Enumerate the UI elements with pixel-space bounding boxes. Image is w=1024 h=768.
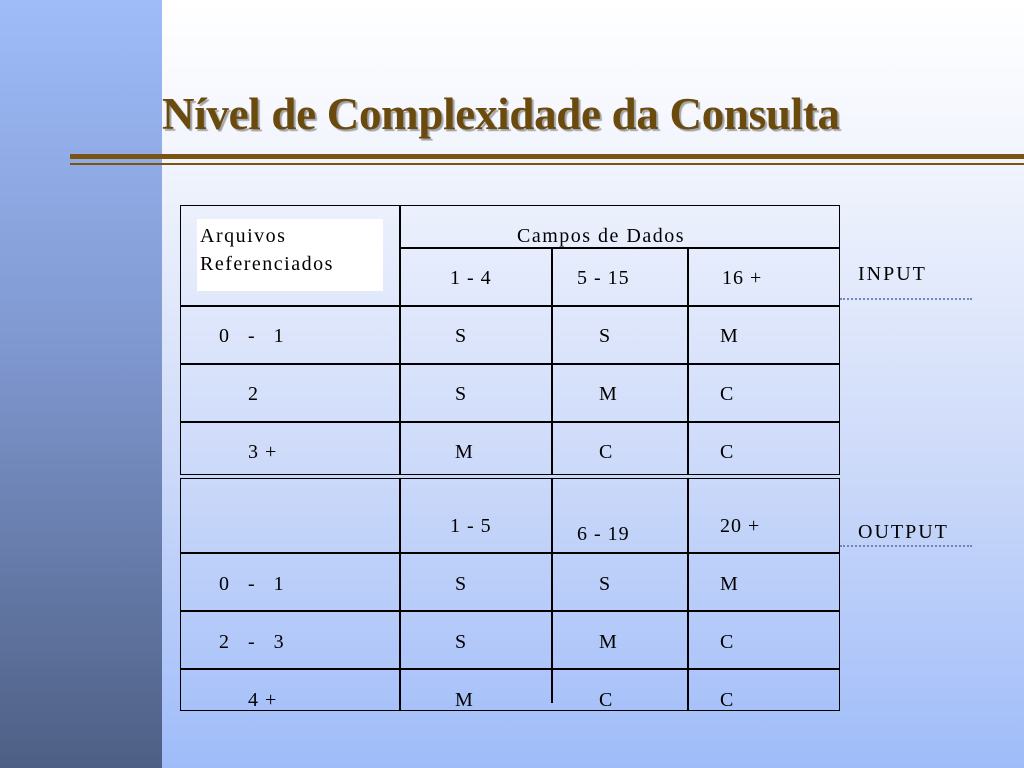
title-rule-thin	[70, 163, 1024, 165]
input-row-line	[180, 421, 840, 423]
output-cell: M	[455, 689, 473, 711]
output-col-line	[551, 478, 553, 703]
output-col-header: 20 +	[720, 515, 761, 537]
output-cell: M	[720, 573, 738, 595]
input-row-line	[180, 305, 840, 307]
input-cell: S	[455, 383, 467, 405]
input-row-label: 2	[248, 383, 258, 405]
input-row-label: 0 - 1	[219, 325, 284, 347]
input-col-header: 16 +	[722, 267, 763, 289]
output-cell: C	[720, 631, 734, 653]
input-cell: S	[599, 325, 611, 347]
output-row-label: 4 +	[248, 689, 278, 711]
slide-title: Nível de Complexidade da Consulta	[162, 89, 840, 139]
output-cell: S	[599, 573, 611, 595]
input-cell: C	[599, 441, 613, 463]
output-col-header: 1 - 5	[450, 515, 492, 537]
input-col-line	[687, 247, 689, 475]
output-side-label: OUTPUT	[858, 521, 949, 543]
output-row-line	[180, 610, 840, 612]
title-rule-thick	[70, 154, 1024, 159]
input-cell: S	[455, 325, 467, 347]
header-files-label: Arquivos	[200, 225, 287, 247]
input-dotted-leader	[840, 298, 972, 300]
input-cell: M	[720, 325, 738, 347]
output-cell: S	[455, 573, 467, 595]
header-referenced-label: Referenciados	[200, 253, 334, 275]
output-row-label: 2 - 3	[219, 631, 284, 653]
input-col-line	[399, 205, 401, 475]
output-row-label: 0 - 1	[219, 573, 284, 595]
input-side-label: INPUT	[858, 263, 927, 285]
input-col-line	[551, 247, 553, 475]
header-data-fields: Campos de Dados	[517, 225, 686, 247]
input-row-line	[180, 363, 840, 365]
output-cell: C	[720, 689, 734, 711]
input-cell: M	[455, 441, 473, 463]
output-dotted-leader	[840, 545, 972, 547]
input-cell: C	[720, 383, 734, 405]
output-cell: S	[455, 631, 467, 653]
input-subheader-line	[400, 247, 840, 249]
output-col-line	[687, 478, 689, 711]
output-cell: C	[599, 689, 613, 711]
output-col-header: 6 - 19	[577, 523, 630, 545]
input-col-header: 5 - 15	[577, 267, 630, 289]
output-row-line	[180, 552, 840, 554]
input-row-label: 3 +	[248, 441, 278, 463]
input-col-header: 1 - 4	[450, 267, 492, 289]
output-row-line	[180, 668, 840, 670]
output-cell: M	[599, 631, 617, 653]
input-cell: C	[720, 441, 734, 463]
left-sidebar-band	[0, 0, 162, 768]
input-cell: M	[599, 383, 617, 405]
output-col-line	[399, 478, 401, 711]
